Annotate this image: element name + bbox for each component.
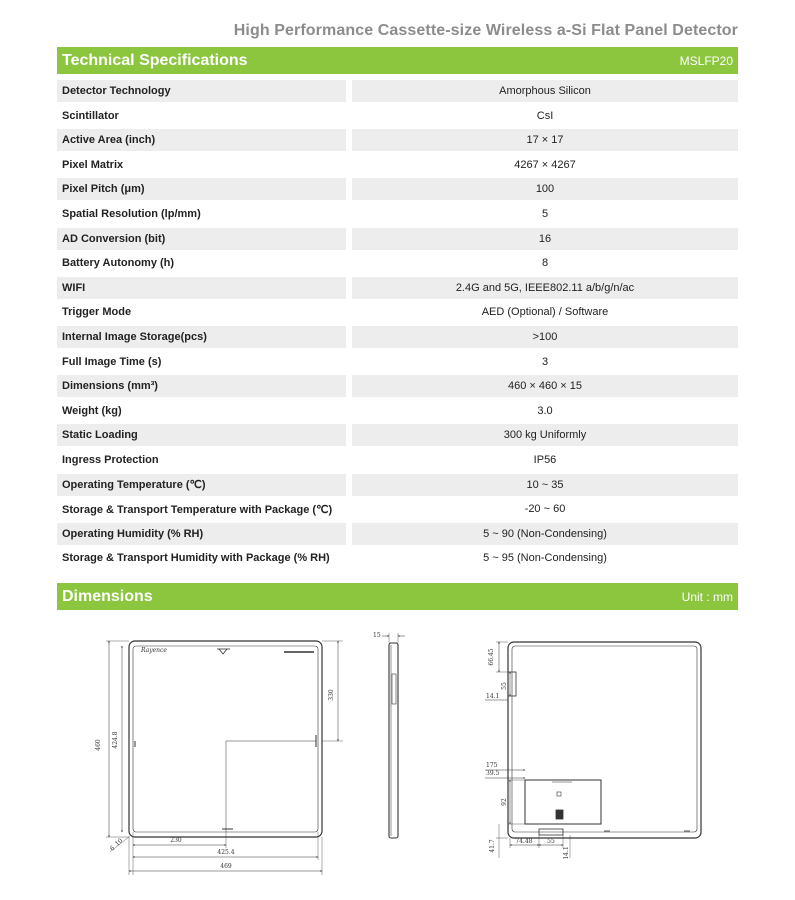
side-view-drawing — [382, 633, 405, 838]
spec-value: 10 ~ 35 — [352, 474, 738, 496]
spec-value: 3 — [541, 355, 549, 368]
dim-label-469: 469 — [220, 863, 232, 870]
dim-label-14-1-bottom: 14.1 — [563, 846, 570, 860]
side-profile — [389, 643, 398, 838]
spec-label: Dimensions (mm³) — [57, 375, 346, 397]
spec-label: Weight (kg) — [62, 404, 122, 417]
spec-value: -20 ~ 60 — [524, 503, 566, 516]
spec-label: Operating Temperature (℃) — [57, 474, 346, 496]
spec-value: 5 ~ 95 (Non-Condensing) — [483, 552, 607, 565]
dim-label-424-8: 424.8 — [112, 731, 119, 749]
dim-label-39-5: 39.5 — [486, 770, 500, 777]
side-port — [392, 674, 396, 704]
active-area-outline — [133, 646, 318, 832]
spec-label: Scintillator — [62, 109, 119, 122]
dim-label-10: 10 — [113, 837, 125, 848]
document-title: High Performance Cassette-size Wireless a-Si Flat Panel Detector — [233, 22, 738, 39]
spec-label: AD Conversion (bit) — [57, 228, 346, 250]
dim-label-55-v: 55 — [501, 682, 508, 690]
back-view-drawing — [485, 642, 701, 858]
spec-label: Full Image Time (s) — [62, 355, 162, 368]
dim-label-175: 175 — [486, 762, 498, 769]
spec-label: Spatial Resolution (lp/mm) — [62, 207, 201, 220]
spec-label: Active Area (inch) — [57, 129, 346, 151]
dim-label-460: 460 — [95, 739, 102, 751]
panel-outline — [129, 641, 322, 837]
spec-value: 5 ~ 90 (Non-Condensing) — [352, 523, 738, 545]
dim-label-92: 92 — [501, 798, 508, 806]
dim-label-230: 230 — [170, 837, 182, 844]
battery-connector — [556, 810, 563, 819]
spec-value: >100 — [352, 326, 738, 348]
dim-label-41-7: 41.7 — [489, 839, 496, 853]
spec-label: Static Loading — [57, 424, 346, 446]
spec-value: Amorphous Silicon — [352, 80, 738, 102]
spec-label: Storage & Transport Temperature with Package (℃) — [62, 503, 333, 516]
spec-value: 2.4G and 5G, IEEE802.11 a/b/g/n/ac — [352, 277, 738, 299]
model-number: MSLFP20 — [679, 53, 733, 68]
dim-label-6: 6 — [108, 844, 117, 853]
brand-mark: Rayence — [141, 647, 167, 654]
spec-label: Battery Autonomy (h) — [62, 257, 175, 270]
spec-label: Ingress Protection — [62, 453, 159, 466]
spec-label: Detector Technology — [57, 80, 346, 102]
back-panel-outline — [508, 642, 701, 838]
spec-label: Operating Humidity (% RH) — [57, 523, 346, 545]
spec-value: AED (Optional) / Software — [481, 306, 609, 319]
spec-label: Pixel Matrix — [62, 158, 124, 171]
spec-label: Storage & Transport Humidity with Package (% RH) — [62, 552, 330, 565]
dim-label-330: 330 — [328, 689, 335, 701]
section-title: Technical Specifications — [62, 51, 248, 69]
spec-value: CsI — [536, 109, 554, 122]
dim-label-425-4: 425.4 — [217, 849, 235, 856]
spec-value: 300 kg Uniformly — [352, 424, 738, 446]
spec-value: 5 — [541, 207, 549, 220]
section-title: Dimensions — [62, 587, 153, 605]
dim-label-66-45: 66.45 — [488, 648, 495, 666]
spec-value: 100 — [352, 178, 738, 200]
spec-label: Pixel Pitch (μm) — [57, 178, 346, 200]
spec-value: 16 — [352, 228, 738, 250]
spec-value: IP56 — [533, 453, 557, 466]
spec-value: 17 × 17 — [352, 129, 738, 151]
spec-value: 460 × 460 × 15 — [352, 375, 738, 397]
dim-label-55-h: 55 — [547, 838, 555, 845]
spec-value: 8 — [541, 257, 549, 270]
spec-value: 4267 × 4267 — [514, 158, 576, 171]
unit-label: Unit : mm — [681, 589, 733, 604]
spec-label: Trigger Mode — [62, 306, 132, 319]
center-notch — [219, 649, 227, 654]
latch — [557, 792, 561, 796]
spec-value: 3.0 — [537, 404, 553, 417]
dim-label-14-1-left: 14.1 — [486, 693, 500, 700]
front-view-drawing — [106, 641, 343, 875]
spec-label: Internal Image Storage(pcs) — [57, 326, 346, 348]
dim-label-74-48: 74.48 — [515, 838, 533, 845]
spec-label: WIFI — [57, 277, 346, 299]
dim-label-15: 15 — [373, 632, 381, 639]
